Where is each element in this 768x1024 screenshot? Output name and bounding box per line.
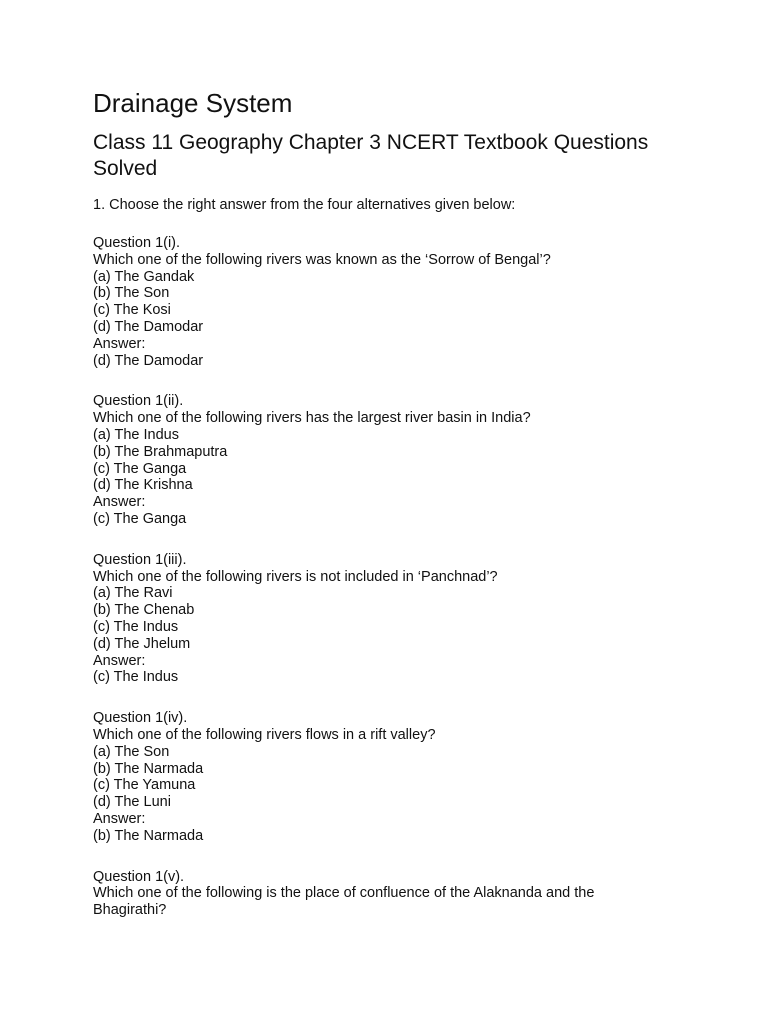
option-b: (b) The Narmada — [93, 760, 204, 777]
option-c: (c) The Ganga — [93, 460, 187, 477]
question-text: Which one of the following rivers is not included in ‘Panchnad’? — [93, 568, 498, 585]
option-b: (b) The Son — [93, 285, 170, 302]
answer-label: Answer: — [93, 494, 146, 511]
document-page — [93, 86, 713, 943]
answer-text: (b) The Narmada — [93, 827, 204, 844]
option-b: (b) The Chenab — [93, 602, 195, 619]
instruction-text: 1. Choose the right answer from the four alternatives given below: — [93, 197, 516, 213]
question-block — [93, 710, 713, 844]
question-text: Which one of the following rivers was known as the ‘Sorrow of Bengal’? — [93, 251, 551, 268]
question-block — [93, 235, 713, 369]
answer-text: (c) The Indus — [93, 669, 179, 686]
option-a: (a) The Ravi — [93, 585, 173, 602]
option-c: (c) The Yamuna — [93, 777, 196, 794]
option-d: (d) The Luni — [93, 794, 171, 811]
question-block — [93, 869, 713, 919]
answer-text: (c) The Ganga — [93, 510, 187, 527]
document-subtitle: Class 11 Geography Chapter 3 NCERT Textbook Questions Solved — [93, 131, 649, 180]
document-title: Drainage System — [93, 88, 293, 118]
question-block — [93, 393, 713, 527]
question-block — [93, 552, 713, 686]
answer-label: Answer: — [93, 335, 146, 352]
option-a: (a) The Indus — [93, 426, 179, 443]
question-id: Question 1(i). — [93, 235, 181, 251]
answer-label: Answer: — [93, 810, 146, 827]
question-id: Question 1(iii). — [93, 551, 187, 568]
question-text: Which one of the following rivers flows in a rift valley? — [93, 726, 436, 743]
option-c: (c) The Kosi — [93, 302, 171, 319]
question-text: Which one of the following rivers has the largest river basin in India? — [93, 410, 531, 427]
option-d: (d) The Krishna — [93, 477, 193, 494]
option-c: (c) The Indus — [93, 618, 179, 635]
question-id: Question 1(ii). — [93, 393, 184, 410]
option-d: (d) The Damodar — [93, 318, 204, 335]
option-d: (d) The Jhelum — [93, 635, 191, 652]
question-text: Which one of the following is the place of confluence of the Alaknanda and the Bhagirathi? — [93, 885, 595, 919]
answer-label: Answer: — [93, 652, 146, 669]
question-id: Question 1(v). — [93, 868, 185, 885]
answer-text: (d) The Damodar — [93, 352, 204, 369]
question-id: Question 1(iv). — [93, 710, 188, 727]
option-a: (a) The Son — [93, 743, 170, 760]
option-a: (a) The Gandak — [93, 268, 195, 285]
option-b: (b) The Brahmaputra — [93, 443, 228, 460]
